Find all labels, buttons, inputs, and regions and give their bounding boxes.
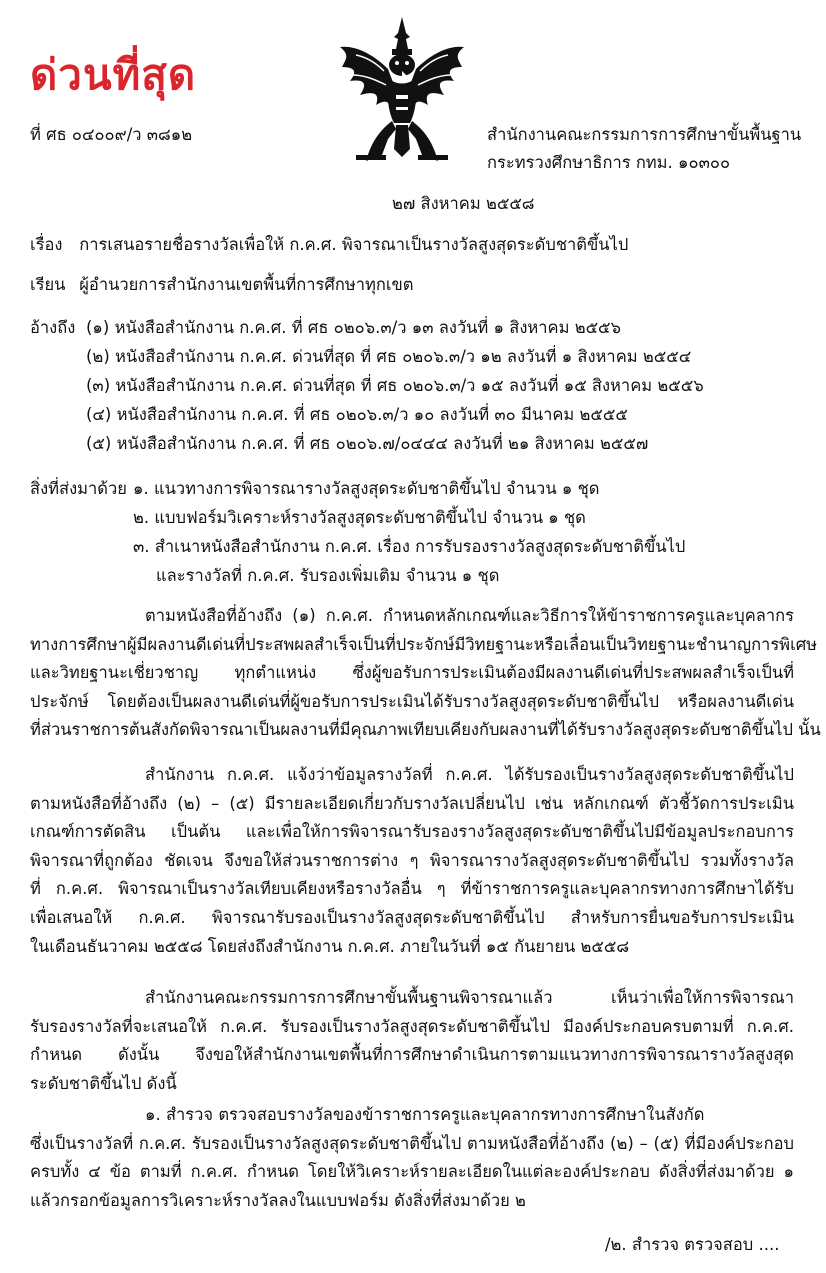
reference-item: (๑) หนังสือสำนักงาน ก.ค.ศ. ที่ ศธ ๐๒๐๖.๓/ว ๑๓ ลงวันที่ ๑ สิงหาคม ๒๕๕๖	[86, 318, 622, 337]
enclosure-item: และรางวัลที่ ก.ค.ศ. รับรองเพิ่มเติม จำนวน ๑ ชุด	[156, 566, 500, 585]
enclosure-item: ๒. แบบฟอร์มวิเคราะห์รางวัลสูงสุดระดับชาติขึ้นไป จำนวน ๑ ชุด	[133, 508, 586, 527]
garuda-emblem-icon	[336, 15, 468, 163]
body-paragraph-3	[30, 984, 794, 1098]
reference-item: (๓) หนังสือสำนักงาน ก.ค.ศ. ด่วนที่สุด ที่ ศธ ๐๒๐๖.๓/ว ๑๕ ลงวันที่ ๑๕ สิงหาคม ๒๕๕๖	[86, 376, 704, 395]
paragraph-line: ที่ ก.ค.ศ. พิจารณาเป็นรางวัลเทียบเคียงหรือรางวัลอื่น ๆ ที่ข้าราชการครูและบุคลากรทางการศึกษาได้รับ	[30, 879, 794, 899]
paragraph-line: ในเดือนธันวาคม ๒๕๕๘ โดยส่งถึงสำนักงาน ก.ค.ศ. ภายในวันที่ ๑๕ กันยายน ๒๕๕๘	[30, 936, 630, 956]
recipient-row	[30, 272, 414, 298]
urgency-stamp: ด่วนที่สุด	[30, 50, 197, 99]
subject-label: เรื่อง	[30, 235, 63, 254]
enclosure-item: ๓. สำเนาหนังสือสำนักงาน ก.ค.ศ. เรื่อง การรับรองรางวัลสูงสุดระดับชาติขึ้นไป	[133, 537, 686, 556]
recipient-label: เรียน	[30, 275, 66, 294]
paragraph-line: พิจารณาที่ถูกต้อง ชัดเจน จึงขอให้ส่วนราชการต่าง ๆ พิจารณารางวัลสูงสุดระดับชาติขึ้นไป รวมทั้งรางวัล	[30, 850, 794, 870]
enclosures-label: สิ่งที่ส่งมาด้วย	[30, 479, 127, 498]
paragraph-line: ซึ่งเป็นรางวัลที่ ก.ค.ศ. รับรองเป็นรางวัลสูงสุดระดับชาติขึ้นไป ตามหนังสือที่อ้างถึง (๒) – (๕) ที่มีองค์ประกอบ	[30, 1133, 794, 1153]
paragraph-line: เกณฑ์การตัดสิน เป็นต้น และเพื่อให้การพิจารณารับรองรางวัลสูงสุดระดับชาติขึ้นไปมีข้อมูลประกอบการ	[30, 822, 794, 842]
references-label: อ้างถึง	[30, 318, 76, 337]
paragraph-line: และวิทยฐานะเชี่ยวชาญ ทุกตำแหน่ง ซึ่งผู้ขอรับการประเมินต้องมีผลงานดีเด่นที่ประสพผลสำเร็จเป็นที่	[30, 663, 794, 683]
paragraph-line: แล้วกรอกข้อมูลการวิเคราะห์รางวัลลงในแบบฟอร์ม ดังสิ่งที่ส่งมาด้วย ๒	[30, 1190, 526, 1210]
document-date: ๒๗ สิงหาคม ๒๕๕๘	[392, 194, 535, 213]
enclosure-item: ๑. แนวทางการพิจารณารางวัลสูงสุดระดับชาติขึ้นไป จำนวน ๑ ชุด	[133, 479, 600, 498]
paragraph-line: ๑. สำรวจ ตรวจสอบรางวัลของข้าราชการครูและบุคลากรทางการศึกษาในสังกัด	[145, 1105, 705, 1124]
paragraph-line: กำหนด ดังนั้น จึงขอให้สำนักงานเขตพื้นที่การศึกษาดำเนินการตามแนวทางการพิจารณารางวัลสูงสุด	[30, 1045, 794, 1065]
reference-item: (๕) หนังสือสำนักงาน ก.ค.ศ. ที่ ศธ ๐๒๐๖.๗/๐๔๔๔ ลงวันที่ ๒๑ สิงหาคม ๒๕๕๗	[86, 434, 649, 453]
paragraph-line: ประจักษ์ โดยต้องเป็นผลงานดีเด่นที่ผู้ขอรับการประเมินได้รับรางวัลสูงสุดระดับชาติขึ้นไป หรือผลงานดีเด่น	[30, 691, 794, 711]
paragraph-line: รับรองรางวัลที่จะเสนอให้ ก.ค.ศ. รับรองเป็นรางวัลสูงสุดระดับชาติขึ้นไป มีองค์ประกอบครบตามที่ ก.ค.ศ.	[30, 1016, 794, 1036]
reference-item: (๒) หนังสือสำนักงาน ก.ค.ศ. ด่วนที่สุด ที่ ศธ ๐๒๐๖.๓/ว ๑๒ ลงวันที่ ๑ สิงหาคม ๒๕๕๔	[86, 347, 692, 366]
document-number: ที่ ศธ ๐๔๐๐๙/ว ๓๘๑๒	[30, 125, 193, 144]
paragraph-line: ครบทั้ง ๔ ข้อ ตามที่ ก.ค.ศ. กำหนด โดยให้วิเคราะห์รายละเอียดในแต่ละองค์ประกอบ ดังสิ่งที่ส่งมาด้วย ๑	[30, 1162, 794, 1182]
subject-text: การเสนอรายชื่อรางวัลเพื่อให้ ก.ค.ศ. พิจารณาเป็นรางวัลสูงสุดระดับชาติขึ้นไป	[79, 235, 629, 254]
continuation-note: /๒. สำรวจ ตรวจสอบ ....	[605, 1235, 780, 1254]
paragraph-line: ตามหนังสือที่อ้างถึง (๒) – (๕) มีรายละเอียดเกี่ยวกับรางวัลเปลี่ยนไป เช่น หลักเกณฑ์ ตัวชี้วัดการประเมิน	[30, 793, 794, 813]
body-paragraph-4	[30, 1101, 794, 1215]
paragraph-line: ทางการศึกษาผู้มีผลงานดีเด่นที่ประสพผลสำเร็จเป็นที่ประจักษ์มีวิทยฐานะหรือเลื่อนเป็นวิทยฐานะชำนาญการพิเศษ	[30, 634, 818, 654]
subject-row	[30, 232, 628, 258]
paragraph-line: ระดับชาติขึ้นไป ดังนี้	[30, 1073, 177, 1093]
agency-name: สำนักงานคณะกรรมการการศึกษาขั้นพื้นฐาน	[487, 125, 802, 144]
agency-address: กระทรวงศึกษาธิการ กทม. ๑๐๓๐๐	[487, 153, 731, 172]
body-paragraph-2	[30, 761, 794, 961]
body-paragraph-1	[30, 602, 821, 745]
reference-item: (๔) หนังสือสำนักงาน ก.ค.ศ. ที่ ศธ ๐๒๐๖.๓/ว ๑๐ ลงวันที่ ๓๐ มีนาคม ๒๕๕๕	[86, 405, 628, 424]
paragraph-line: สำนักงานคณะกรรมการการศึกษาขั้นพื้นฐานพิจารณาแล้ว เห็นว่าเพื่อให้การพิจารณา	[145, 988, 794, 1007]
paragraph-line: ตามหนังสือที่อ้างถึง (๑) ก.ค.ศ. กำหนดหลักเกณฑ์และวิธีการให้ข้าราชการครูและบุคลากร	[145, 606, 794, 625]
paragraph-line: เพื่อเสนอให้ ก.ค.ศ. พิจารณารับรองเป็นรางวัลสูงสุดระดับชาติขึ้นไป สำหรับการยื่นขอรับการประเมิน	[30, 907, 794, 927]
paragraph-line: ที่ส่วนราชการต้นสังกัดพิจารณาเป็นผลงานที่มีคุณภาพเทียบเคียงกับผลงานที่ได้รับรางวัลสูงสุดระดับชาติขึ้นไป นั้น	[30, 720, 821, 740]
recipient-text: ผู้อำนวยการสำนักงานเขตพื้นที่การศึกษาทุกเขต	[79, 275, 414, 294]
paragraph-line: สำนักงาน ก.ค.ศ. แจ้งว่าข้อมูลรางวัลที่ ก.ค.ศ. ได้รับรองเป็นรางวัลสูงสุดระดับชาติขึ้นไป	[145, 765, 794, 784]
